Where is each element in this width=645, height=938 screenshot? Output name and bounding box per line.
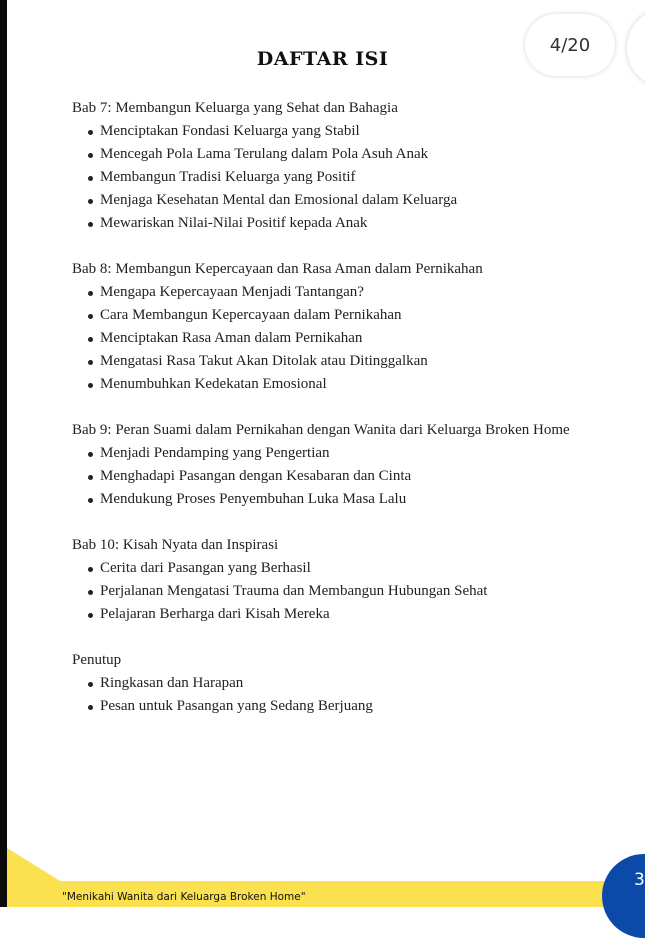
footer-book-title: "Menikahi Wanita dari Keluarga Broken Home" — [62, 891, 306, 903]
page-number: 3 — [634, 870, 645, 890]
toc-item: Menumbuhkan Kedekatan Emosional — [72, 373, 632, 396]
toc-item: Ringkasan dan Harapan — [72, 672, 632, 695]
toc-item: Cerita dari Pasangan yang Berhasil — [72, 557, 632, 580]
toc-chapter — [72, 258, 632, 396]
chapter-items — [72, 442, 632, 511]
toc-item: Menghadapi Pasangan dengan Kesabaran dan Cinta — [72, 465, 632, 488]
page-indicator[interactable]: 4/20 — [525, 14, 615, 76]
chapter-items — [72, 120, 632, 235]
toc-item: Mewariskan Nilai-Nilai Positif kepada Anak — [72, 212, 632, 235]
toc-item: Menciptakan Fondasi Keluarga yang Stabil — [72, 120, 632, 143]
chapter-items — [72, 672, 632, 718]
toc-item: Mendukung Proses Penyembuhan Luka Masa Lalu — [72, 488, 632, 511]
page-title: DAFTAR ISI — [256, 48, 389, 70]
toc-chapter — [72, 419, 632, 511]
toc-chapter — [72, 97, 632, 235]
toc-item: Mencegah Pola Lama Terulang dalam Pola Asuh Anak — [72, 143, 632, 166]
chapter-items — [72, 557, 632, 626]
toc-item: Mengapa Kepercayaan Menjadi Tantangan? — [72, 281, 632, 304]
toc-item: Membangun Tradisi Keluarga yang Positif — [72, 166, 632, 189]
toc-item: Menciptakan Rasa Aman dalam Pernikahan — [72, 327, 632, 350]
chapter-title: Penutup — [72, 652, 122, 668]
chapter-title: Bab 7: Membangun Keluarga yang Sehat dan Bahagia — [72, 100, 398, 116]
toc-item: Menjadi Pendamping yang Pengertian — [72, 442, 632, 465]
toc-item: Pelajaran Berharga dari Kisah Mereka — [72, 603, 632, 626]
chapter-title: Bab 9: Peran Suami dalam Pernikahan dengan Wanita dari Keluarga Broken Home — [72, 422, 570, 438]
chapter-title: Bab 10: Kisah Nyata dan Inspirasi — [72, 537, 279, 553]
toc-item: Mengatasi Rasa Takut Akan Ditolak atau Ditinggalkan — [72, 350, 632, 373]
toc-chapter — [72, 649, 632, 718]
viewer-left-edge — [0, 0, 7, 907]
chapter-items — [72, 281, 632, 396]
toc-item: Pesan untuk Pasangan yang Sedang Berjuang — [72, 695, 632, 718]
toc-item: Menjaga Kesehatan Mental dan Emosional dalam Keluarga — [72, 189, 632, 212]
toc-item: Cara Membangun Kepercayaan dalam Pernikahan — [72, 304, 632, 327]
table-of-contents — [72, 97, 632, 741]
toc-chapter — [72, 534, 632, 626]
chapter-title: Bab 8: Membangun Kepercayaan dan Rasa Aman dalam Pernikahan — [72, 261, 483, 277]
toc-item: Perjalanan Mengatasi Trauma dan Membangun Hubungan Sehat — [72, 580, 632, 603]
